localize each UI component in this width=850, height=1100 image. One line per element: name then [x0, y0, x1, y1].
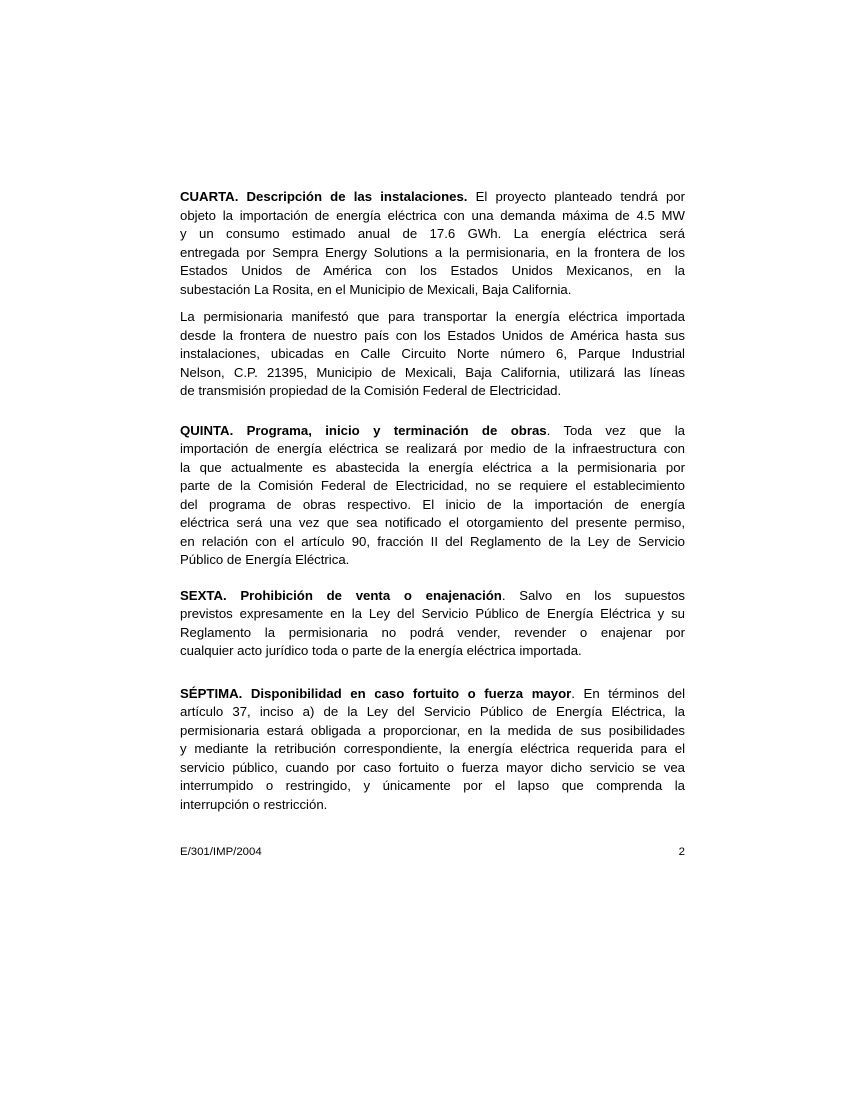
text-line: eléctrica será una vez que sea notificado el otorgamiento del presente permiso, [180, 515, 685, 530]
clause-heading: SÉPTIMA. Disponibilidad en caso fortuito o fuerza mayor [180, 685, 572, 701]
page-footer [180, 845, 685, 859]
text-line: la que actualmente es abastecida la energía eléctrica a la permisionaria por [180, 459, 685, 475]
text-line: Reglamento la permisionaria no podrá vender, revender o enajenar por [180, 624, 685, 640]
text-line: QUINTA. Programa, inicio y terminación de obras. Toda vez que la [180, 422, 685, 438]
text-line: artículo 37, inciso a) de la Ley del Servicio Público de Energía Eléctrica, la [180, 704, 685, 719]
text-line: parte de la Comisión Federal de Electricidad, no se requiere el establecimiento [180, 478, 685, 493]
text-line: objeto la importación de energía eléctrica con una demanda máxima de 4.5 MW [180, 207, 685, 223]
paragraph-cuarta [180, 188, 685, 299]
text-line: interrupción o restricción. [180, 796, 328, 812]
paragraph-septima [180, 685, 685, 815]
text-line: interrumpido o restringido, y únicamente por el lapso que comprenda la [180, 778, 685, 793]
text-line: permisionaria estará obligada a proporcionar, en la medida de sus posibilidades [180, 722, 685, 738]
paragraph-quinta [180, 422, 685, 570]
page-number: 2 [678, 846, 685, 858]
text-line: entregada por Sempra Energy Solutions a la permisionaria, en la frontera de los [180, 244, 685, 260]
text-line: SÉPTIMA. Disponibilidad en caso fortuito o fuerza mayor. En términos del [180, 685, 685, 701]
footer-reference: E/301/IMP/2004 [180, 846, 262, 858]
text-line: desde la frontera de nuestro país con los Estados Unidos de América hasta sus [180, 327, 685, 343]
document-body [180, 188, 685, 814]
text-line: CUARTA. Descripción de las instalaciones. El proyecto planteado tendrá por [180, 189, 685, 204]
text-line: servicio público, cuando por caso fortuito o fuerza mayor dicho servicio se vea [180, 759, 685, 775]
clause-heading: CUARTA. Descripción de las instalaciones. [180, 189, 468, 204]
text-line: Nelson, C.P. 21395, Municipio de Mexicali, Baja California, utilizará las líneas [180, 364, 685, 380]
text-line: y mediante la retribución correspondiente, la energía eléctrica requerida para el [180, 741, 685, 756]
text-line: Público de Energía Eléctrica. [180, 552, 350, 567]
clause-heading: QUINTA. Programa, inicio y terminación de obras [180, 422, 547, 438]
text-line: de transmisión propiedad de la Comisión Federal de Electricidad. [180, 383, 562, 398]
text-line: subestación La Rosita, en el Municipio de Mexicali, Baja California. [180, 281, 572, 297]
text-line: en relación con el artículo 90, fracción II del Reglamento de la Ley de Servicio [180, 533, 685, 549]
text-line: La permisionaria manifestó que para transportar la energía eléctrica importada [180, 309, 685, 324]
text-line: SEXTA. Prohibición de venta o enajenación. Salvo en los supuestos [180, 587, 685, 603]
text-line: instalaciones, ubicadas en Calle Circuito Norte número 6, Parque Industrial [180, 346, 685, 361]
paragraph-sexta [180, 587, 685, 661]
text-line: del programa de obras respectivo. El inicio de la importación de energía [180, 496, 685, 512]
text-line: Estados Unidos de América con los Estados Unidos Mexicanos, en la [180, 263, 685, 278]
text-line: previstos expresamente en la Ley del Servicio Público de Energía Eléctrica y su [180, 606, 685, 621]
paragraph-transporte [180, 308, 685, 401]
text-line: y un consumo estimado anual de 17.6 GWh. La energía eléctrica será [180, 226, 685, 241]
text-line: importación de energía eléctrica se realizará por medio de la infraestructura con [180, 441, 685, 456]
text-line: cualquier acto jurídico toda o parte de la energía eléctrica importada. [180, 643, 582, 658]
clause-heading: SEXTA. Prohibición de venta o enajenación [180, 587, 502, 603]
